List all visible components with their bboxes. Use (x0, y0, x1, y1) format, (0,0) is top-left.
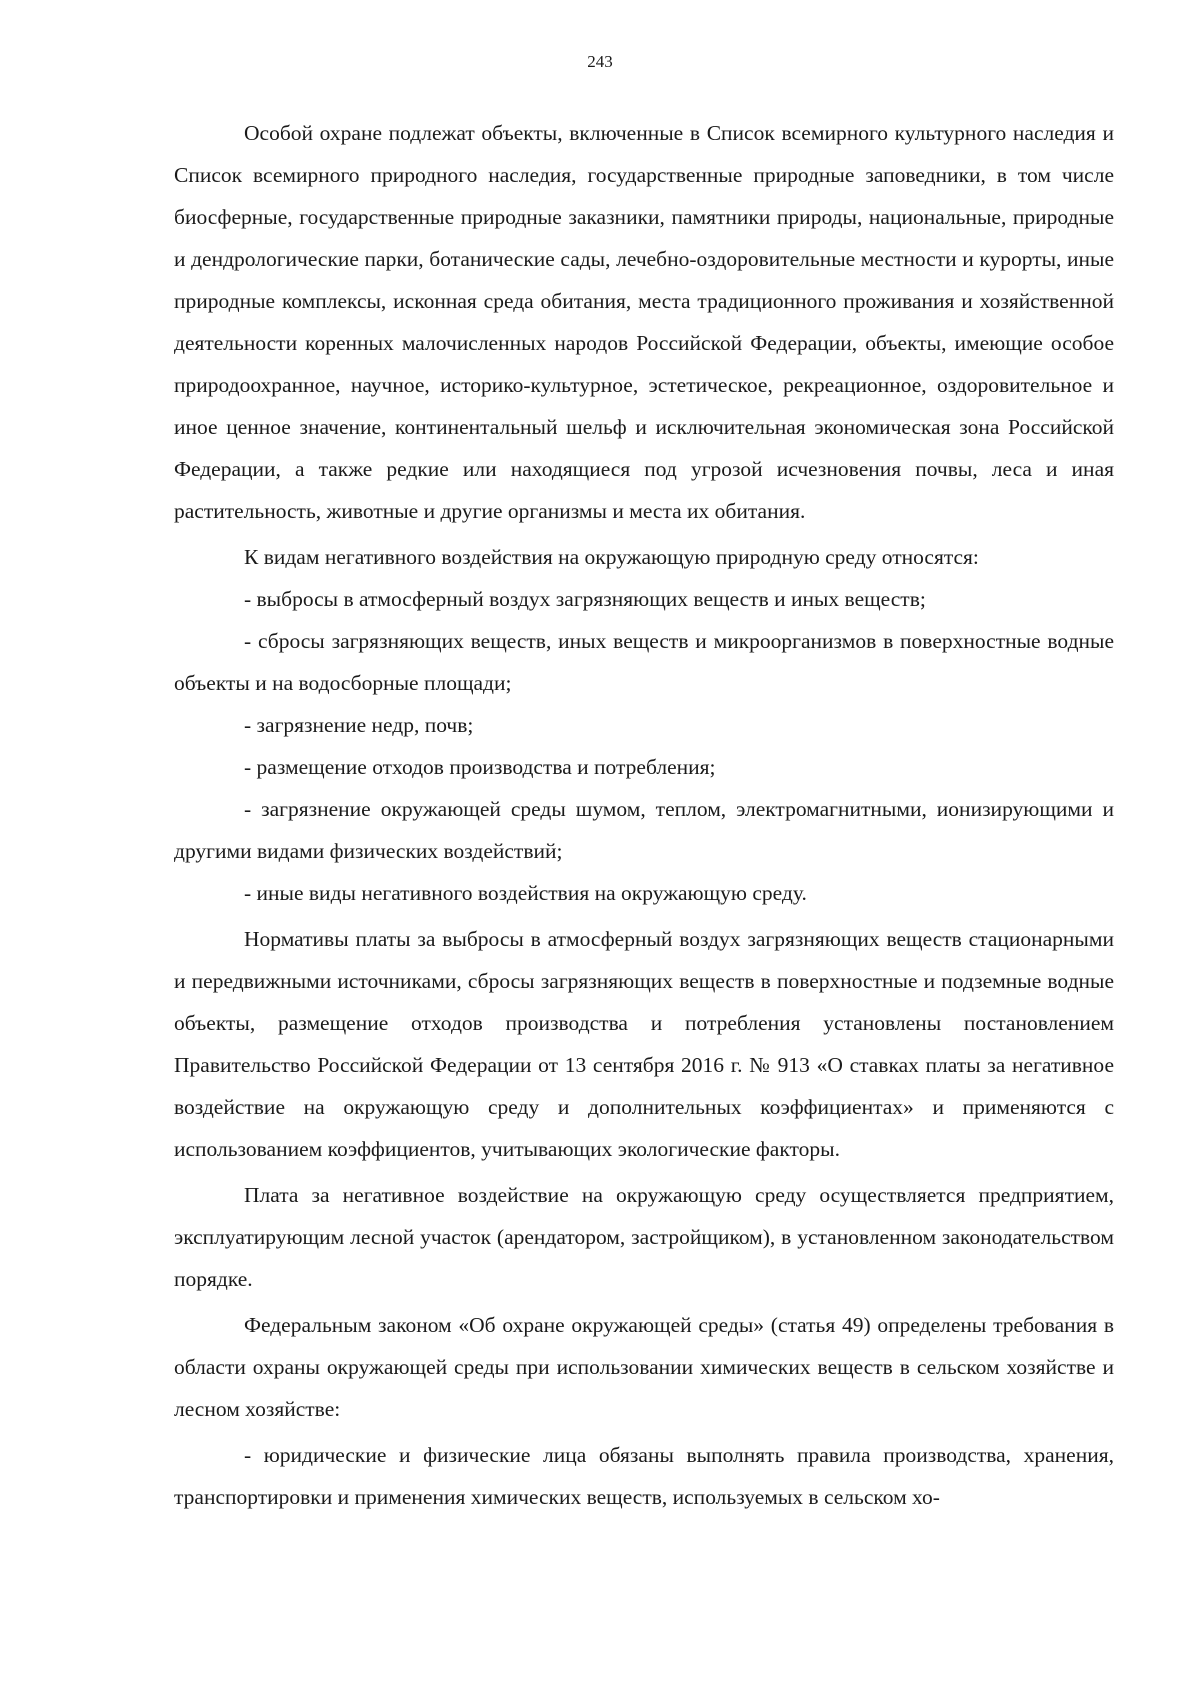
paragraph-payment-standards: Нормативы платы за выбросы в атмосферный воздух загрязняющих веществ стационарными и передвижными источниками, сбросы загрязняющих веществ в поверхностные и подземные водные объекты, размещение отходов производства и потребления установлены постановлением Правительство Российской Федерации от 13 сентября 2016 г. № 913 «О ставках платы за негативное воздействие на окружающую среду и дополнительных коэффициентах» и применяются с использованием коэффициентов, учитывающих экологические факторы. (174, 927, 1114, 1161)
list-item-water-discharges: - сбросы загрязняющих веществ, иных веществ и микроорганизмов в поверхностные водные объекты и на водосборные площади; (174, 629, 1114, 695)
list-item-other-impacts: - иные виды негативного воздействия на окружающую среду. (244, 881, 807, 905)
document-body (174, 112, 1114, 1518)
paragraph-payment-responsibility: Плата за негативное воздействие на окружающую среду осуществляется предприятием, эксплуатирующим лесной участок (арендатором, застройщиком), в установленном законодательством порядке. (174, 1183, 1114, 1291)
page-number: 243 (587, 52, 613, 71)
list-item-physical-impacts: - загрязнение окружающей среды шумом, теплом, электромагнитными, ионизирующими и другими видами физических воздействий; (174, 797, 1114, 863)
paragraph-negative-impact-types: К видам негативного воздействия на окружающую природную среду относятся: (244, 545, 979, 569)
list-item-soil-pollution: - загрязнение недр, почв; (244, 713, 474, 737)
list-item-air-emissions: - выбросы в атмосферный воздух загрязняющих веществ и иных веществ; (244, 587, 926, 611)
list-item-waste-disposal: - размещение отходов производства и потребления; (244, 755, 716, 779)
paragraph-protected-objects: Особой охране подлежат объекты, включенные в Список всемирного культурного наследия и Список всемирного природного наследия, государственные природные заповедники, в том числе биосферные, государственные природные заказники, памятники природы, национальные, природные и дендрологические парки, ботанические сады, лечебно-оздоровительные местности и курорты, иные природные комплексы, исконная среда обитания, места традиционного проживания и хозяйственной деятельности коренных малочисленных народов Российской Федерации, объекты, имеющие особое природоохранное, научное, историко-культурное, эстетическое, рекреационное, оздоровительное и иное ценное значение, континентальный шельф и исключительная экономическая зона Российской Федерации, а также редкие или находящиеся под угрозой исчезновения почвы, леса и иная растительность, животные и другие организмы и места их обитания. (174, 121, 1114, 523)
paragraph-federal-law: Федеральным законом «Об охране окружающей среды» (статья 49) определены требования в области охраны окружающей среды при использовании химических веществ в сельском хозяйстве и лесном хозяйстве: (174, 1313, 1114, 1421)
list-item-chemical-handling: - юридические и физические лица обязаны выполнять правила производства, хранения, транспортировки и применения химических веществ, используемых в сельском хо- (174, 1443, 1114, 1509)
